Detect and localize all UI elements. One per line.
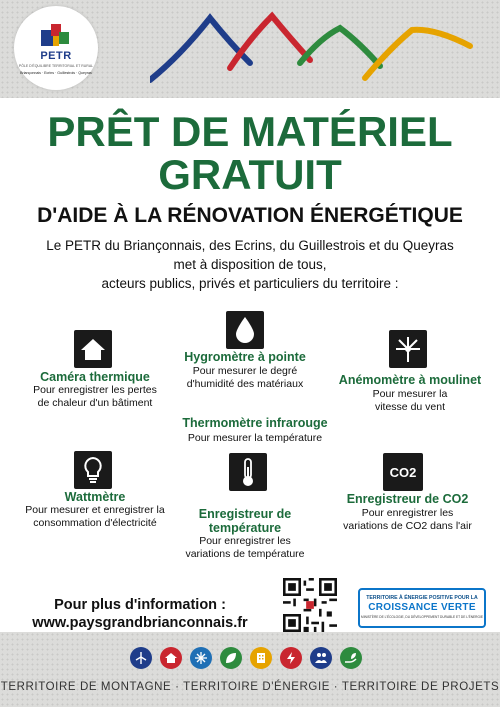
camera-desc-line2: de chaleur d'un bâtiment [37,397,153,409]
thermo-ir-title: Thermomètre infrarouge [182,416,328,430]
leaf-icon [220,647,242,669]
snowflake-sun-icon [190,647,212,669]
temp-title-line1: Enregistreur de [198,507,292,521]
tepcv-badge: TERRITOIRE À ÉNERGIE POSITIVE POUR LA CROISSANCE VERTE MINISTÈRE DE L'ÉCOLOGIE, DU DÉVELOPPEMENT DURABLE ET DE L'ÉNERGIE [358,588,486,628]
watt-title: Wattmètre [64,490,126,504]
website-link[interactable]: www.paysgrandbrianconnais.fr [32,615,248,631]
intro-line1: Le PETR du Briançonnais, des Ecrins, du Guillestrois et du Queyras [46,238,454,253]
petr-logo-mark-icon [39,20,73,48]
hand-leaf-icon [340,647,362,669]
header-band [0,0,500,98]
mountains-brush-icon [150,8,480,88]
qr-code[interactable] [283,578,337,632]
footer-tagline: TERRITOIRE DE MONTAGNE · TERRITOIRE D'ÉNERGIE · TERRITOIRE DE PROJETS [0,681,500,693]
footer-band [0,632,500,707]
camera-desc-line1: Pour enregistrer les pertes [33,384,157,396]
intro-line2: met à disposition de tous, [173,257,327,272]
wind-turbine-icon [130,647,152,669]
logo-name: PETR [40,50,72,62]
temp-title-line2: température [208,521,282,535]
temp-desc-line2: variations de température [185,548,305,560]
thermo-ir-desc: Pour mesurer la température [187,432,323,444]
building-icon [250,647,272,669]
thermometer-icon [229,453,267,491]
watt-desc-line2: consommation d'électricité [33,517,157,529]
logo-subtitle: PÔLE D'ÉQUILIBRE TERRITORIAL ET RURAL [18,64,94,68]
house-icon [74,330,112,368]
lightbulb-icon [74,451,112,489]
anemo-desc-line1: Pour mesurer la [372,388,448,400]
co2-icon: CO2 [383,453,423,491]
camera-title: Caméra thermique [40,370,150,384]
water-drop-icon [226,311,264,349]
anemo-desc-line2: vitesse du vent [374,401,446,413]
temp-desc-line1: Pour enregistrer les [199,535,291,547]
hygro-desc-line2: d'humidité des matériaux [186,378,304,390]
main-title-line1: PRÊT DE MATÉRIEL [47,108,453,155]
anemo-title: Anémomètre à moulinet [338,373,482,387]
watt-desc-line1: Pour mesurer et enregistrer la [25,504,165,516]
co2-desc-line1: Pour enregistrer les [361,507,454,519]
energy-icon [280,647,302,669]
windmill-icon [389,330,427,368]
info-label: Pour plus d'information : [54,597,226,613]
petr-logo [14,6,98,90]
hygro-desc-line1: Pour mesurer le degré [192,365,298,377]
logo-territories: Briançonnais · Ecrins · Guillestrois · Queyras [20,71,92,75]
intro-line3: acteurs publics, privés et particuliers du territoire : [101,276,399,291]
co2-desc-line2: variations de CO2 dans l'air [343,520,472,532]
main-title-line2: GRATUIT [158,151,342,198]
house-renovation-icon [160,647,182,669]
hygro-title: Hygromètre à pointe [184,350,306,364]
subtitle: D'AIDE À LA RÉNOVATION ÉNERGÉTIQUE [37,204,463,227]
co2-title: Enregistreur de CO2 [346,492,469,506]
people-icon [310,647,332,669]
